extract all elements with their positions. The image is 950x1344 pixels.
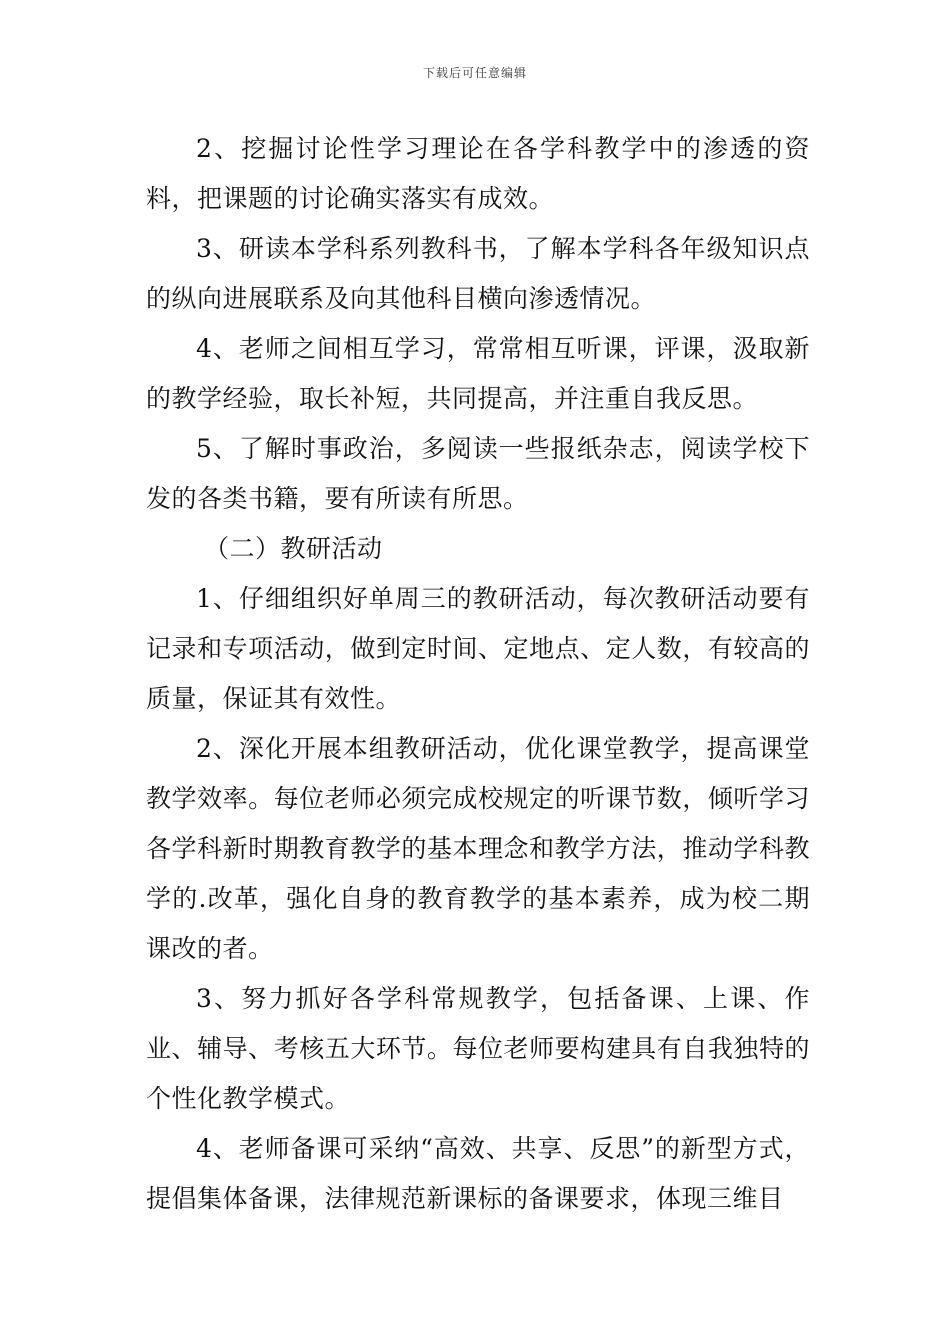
paragraph-item-4: 4、老师之间相互学习，常常相互听课，评课，汲取新的教学经验，取长补短，共同提高，并注重自我反思。 bbox=[146, 334, 810, 413]
paragraph-activity-4: 4、老师备课可采纳“高效、共享、反思”的新型方式，提倡集体备课，法律规范新课标的备课要求，体现三维目 bbox=[146, 1134, 810, 1213]
paragraph-item-3: 3、研读本学科系列教科书，了解本学科各年级知识点的纵向进展联系及向其他科目横向渗透情况。 bbox=[146, 234, 810, 313]
paragraph-activity-1: 1、仔细组织好单周三的教研活动，每次教研活动要有记录和专项活动，做到定时间、定地点、定人数，有较高的质量，保证其有效性。 bbox=[146, 584, 810, 713]
paragraph-item-5: 5、了解时事政治，多阅读一些报纸杂志，阅读学校下发的各类书籍，要有所读有所思。 bbox=[146, 434, 810, 513]
paragraph-activity-2: 2、深化开展本组教研活动，优化课堂教学，提高课堂教学效率。每位老师必须完成校规定的听课节数，倾听学习各学科新时期教育教学的基本理念和教学方法，推动学科教学的.改革，强化自身的教育教学的基本素养，成为校二期课改的者。 bbox=[146, 734, 810, 963]
document-body bbox=[146, 124, 810, 1224]
section-heading-research-activities: （二）教研活动 bbox=[204, 534, 383, 563]
page-header: 下载后可任意编辑 bbox=[422, 66, 527, 80]
paragraph-item-2: 2、挖掘讨论性学习理论在各学科教学中的渗透的资料，把课题的讨论确实落实有成效。 bbox=[146, 134, 810, 213]
paragraph-activity-3: 3、努力抓好各学科常规教学，包括备课、上课、作业、辅导、考核五大环节。每位老师要构建具有自我独特的个性化教学模式。 bbox=[146, 984, 810, 1113]
